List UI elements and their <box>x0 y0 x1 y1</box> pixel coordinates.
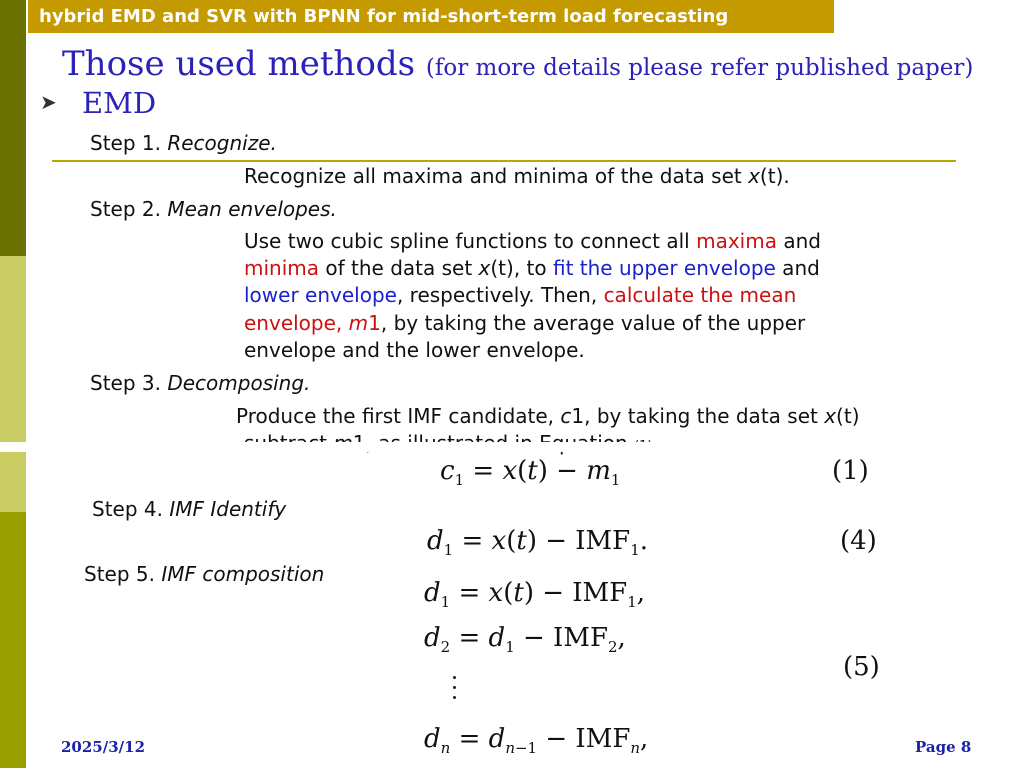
step-2-text-line-4: envelope, m1, by taking the average value of the upper <box>244 311 806 335</box>
step-1-text: Recognize all maxima and minima of the data set x(t). <box>244 164 790 188</box>
heading-subtext: (for more details please refer published paper) <box>425 55 974 81</box>
equation-1: $c_1 = x(t) - m_1$ <box>440 456 621 490</box>
equation-5-tag: (5) <box>843 652 880 682</box>
sidebar-block-mid <box>0 512 26 768</box>
step-2-text-line-1: Use two cubic spline functions to connect all maxima and <box>244 229 821 253</box>
step-4-title: Step 4. IMF Identify <box>92 497 287 521</box>
equation-5-line-2: $d_2 = d_1 - IMF_2$, <box>424 623 626 657</box>
step-2-title: Step 2. Mean envelopes. <box>90 197 337 221</box>
section-label: EMD <box>81 86 157 120</box>
step-2-text-line-3: lower envelope, respectively. Then, calculate the mean <box>244 283 797 307</box>
equation-1-tag: (1) <box>832 456 869 486</box>
equation-5-line-n: $d_n = d_{n-1} - IMF_n$, <box>424 724 649 758</box>
slide-heading <box>62 44 973 84</box>
bullet-arrow-icon: ➤ <box>40 90 57 114</box>
step-3-text-line-1: Produce the first IMF candidate, c1, by taking the data set x(t) <box>236 404 860 428</box>
step-1-title: Step 1. Recognize. <box>90 131 277 155</box>
equation-4-tag: (4) <box>840 526 877 556</box>
step-2-text-line-5: envelope and the lower envelope. <box>244 338 585 362</box>
text-clip-mask <box>0 442 1024 452</box>
equation-4: $d_1 = x(t) - IMF_1$. <box>427 526 649 560</box>
footer-page-number: Page 8 <box>915 738 972 756</box>
footer-date: 2025/3/12 <box>61 738 146 756</box>
heading-text: Those used methods <box>62 44 416 84</box>
sidebar-block-light <box>0 256 26 512</box>
section-emd <box>40 86 156 120</box>
sidebar-block-dark <box>0 0 26 256</box>
step-3-title: Step 3. Decomposing. <box>90 371 311 395</box>
title-bar <box>28 0 834 33</box>
equation-5-line-1: $d_1 = x(t) - IMF_1$, <box>424 578 646 612</box>
sidebar-decoration <box>0 0 26 768</box>
title-text: hybrid EMD and SVR with BPNN for mid-short-term load forecasting <box>39 6 729 27</box>
step-2-text-line-2: minima of the data set x(t), to fit the upper envelope and <box>244 256 820 280</box>
divider-rule <box>52 160 956 162</box>
vertical-ellipsis <box>453 676 459 706</box>
step-5-title: Step 5. IMF composition <box>84 562 325 586</box>
